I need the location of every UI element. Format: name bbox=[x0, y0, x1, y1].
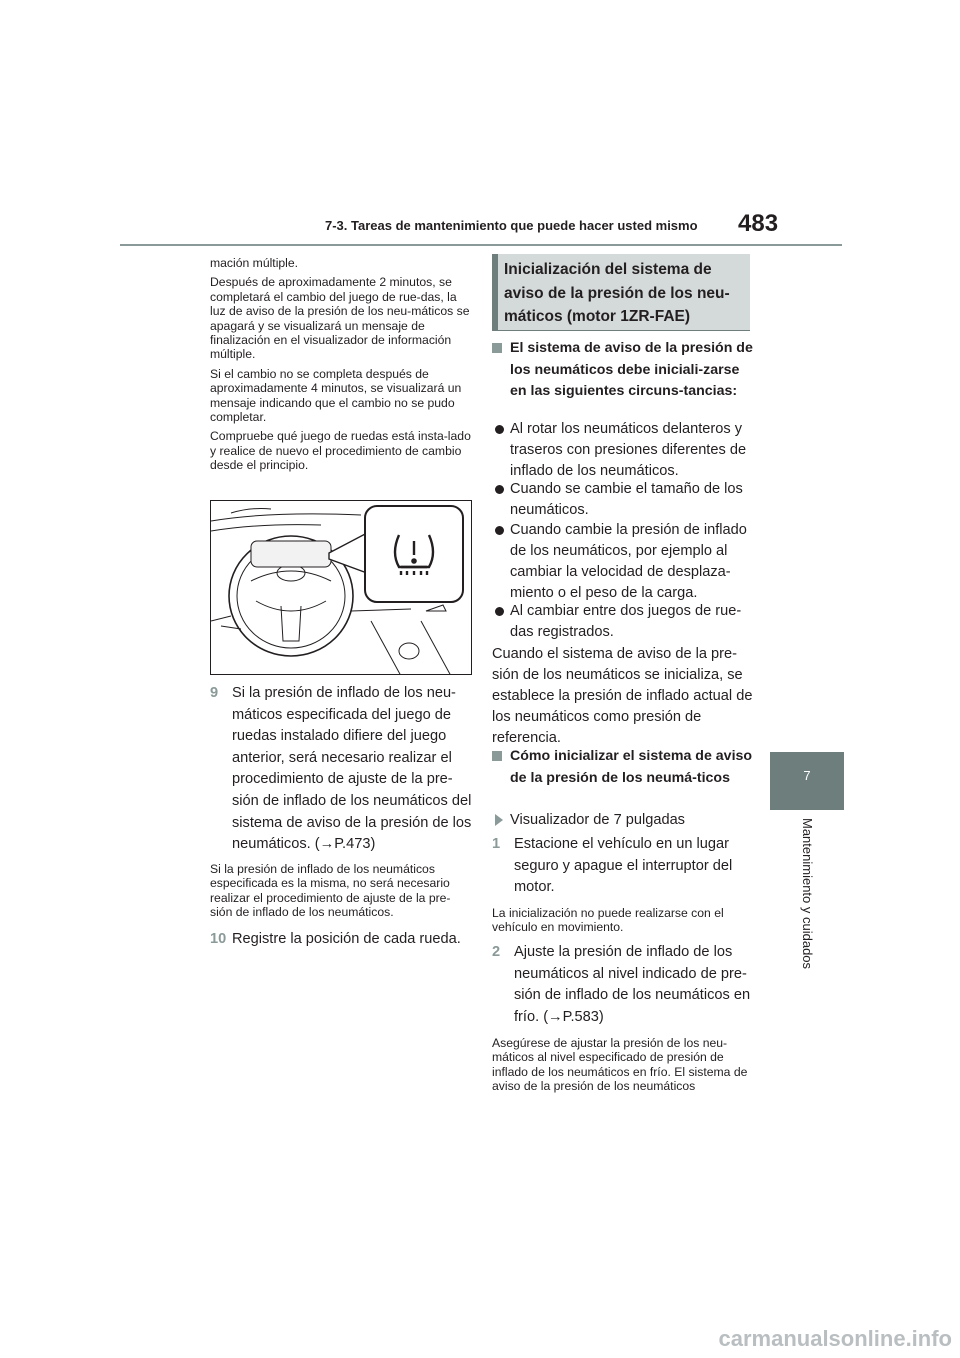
paragraph: mación múltiple. bbox=[210, 256, 299, 270]
step-number: 1 bbox=[492, 836, 501, 852]
paragraph: Si el cambio no se completa después de aproximadamente 4 minutos, se visualizará un mensaje indicando que el cambio no se pudo completar. bbox=[210, 366, 462, 425]
bullet-item bbox=[492, 520, 754, 604]
triangle-marker-icon bbox=[495, 814, 503, 826]
step-10 bbox=[210, 929, 472, 951]
paragraph: Compruebe qué juego de ruedas está insta-lado y realice de nuevo el procedimiento de cambio desde el principio. bbox=[210, 429, 471, 473]
page-number: 483 bbox=[738, 210, 779, 237]
bullet-item bbox=[492, 419, 754, 482]
watermark-link[interactable]: carmanualsonline.info bbox=[718, 1326, 952, 1351]
display-type-item bbox=[492, 810, 754, 831]
step-number: 2 bbox=[492, 944, 501, 960]
dashboard-illustration bbox=[210, 500, 472, 675]
subheading-conditions bbox=[492, 338, 754, 403]
chapter-tab-label: Mantenimiento y cuidados bbox=[800, 818, 815, 970]
bullet-dot-icon bbox=[495, 425, 504, 434]
header-divider bbox=[120, 244, 842, 246]
bullet-text: Cuando cambie la presión de inflado de los neumáticos, por ejemplo al cambiar la velocidad de desplaza-miento o el peso de la carga. bbox=[510, 522, 747, 601]
subheading-text: Cómo inicializar el sistema de aviso de la presión de los neumá-ticos bbox=[510, 748, 753, 786]
step-number: 10 bbox=[210, 931, 227, 947]
step-text: Ajuste la presión de inflado de los neumáticos al nivel indicado de pre-sión de inflado de los neumáticos en frío. (→P.583) bbox=[514, 944, 751, 1025]
section-title-rule bbox=[492, 330, 750, 331]
bullet-text: Cuando se cambie el tamaño de los neumáticos. bbox=[510, 481, 743, 518]
section-title: Inicialización del sistema de aviso de la presión de los neu-máticos (motor 1ZR-FAE) bbox=[504, 261, 730, 325]
dashboard-drawing bbox=[211, 501, 472, 675]
display-type-text: Visualizador de 7 pulgadas bbox=[510, 812, 685, 828]
note-step-1: La inicialización no puede realizarse con el vehículo en movimiento. bbox=[492, 906, 724, 935]
bullet-dot-icon bbox=[495, 485, 504, 494]
step-2 bbox=[492, 942, 754, 1028]
section-header: 7-3. Tareas de mantenimiento que puede hacer usted mismo bbox=[325, 218, 698, 233]
bullet-text: Al rotar los neumáticos delanteros y traseros con presiones diferentes de inflado de los neumáticos. bbox=[510, 421, 747, 479]
note-step-2: Asegúrese de ajustar la presión de los neu-máticos al nivel especificado de presión de inflado de los neumáticos en frío. El sistema de aviso de la presión de los neumáticos bbox=[492, 1036, 748, 1094]
square-marker-icon bbox=[492, 343, 502, 353]
bullet-dot-icon bbox=[495, 526, 504, 535]
square-marker-icon bbox=[492, 751, 502, 761]
bullet-text: Al cambiar entre dos juegos de rue-das registrados. bbox=[510, 603, 742, 640]
step-text: Estacione el vehículo en un lugar seguro y apague el interruptor del motor. bbox=[514, 836, 733, 896]
subheading-text: El sistema de aviso de la presión de los neumáticos debe iniciali-zarse en las siguientes circuns-tancias: bbox=[510, 340, 753, 399]
step-text: Si la presión de inflado de los neu-máticos especificada del juego de ruedas instalado difiere del juego anterior, será necesario realizar el procedimiento de ajuste de la pre-sión de inflado de los neumáticos del sistema de aviso de la presión de los neumáticos. (→P.473) bbox=[232, 685, 472, 853]
bullet-item bbox=[492, 601, 754, 643]
paragraph: Después de aproximadamente 2 minutos, se completará el cambio del juego de rue-das, la luz de aviso de la presión de los neu-máticos se apagará y se visualizará un mensaje de finalización en el visualizador de información múltiple. bbox=[210, 275, 470, 362]
note-step-9: Si la presión de inflado de los neumáticos especificada es la misma, no será necesario realizar el procedimiento de ajuste de la pre-sión de inflado de los neumáticos. bbox=[210, 862, 451, 920]
step-text: Registre la posición de cada rueda. bbox=[232, 931, 461, 947]
step-9 bbox=[210, 683, 472, 856]
step-1 bbox=[492, 834, 754, 899]
bullet-dot-icon bbox=[495, 607, 504, 616]
step-number: 9 bbox=[210, 685, 219, 701]
chapter-tab-number: 7 bbox=[803, 768, 811, 783]
subheading-how-to-initialize bbox=[492, 746, 754, 789]
bullet-item bbox=[492, 479, 754, 521]
paragraph-reference: Cuando el sistema de aviso de la pre-sión de los neumáticos se inicializa, se establece la presión de inflado actual de los neumáticos como presión de referencia. bbox=[492, 646, 753, 746]
left-intro bbox=[210, 256, 472, 478]
